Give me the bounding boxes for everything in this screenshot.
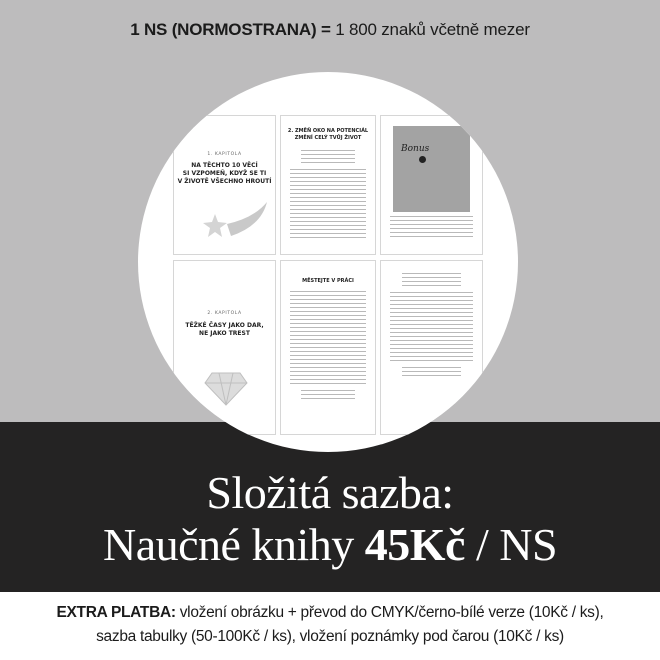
page-heading-2: SI VZPOMEŇ, KDYŽ SE TI [182, 170, 267, 177]
page-heading-2: ZMĚNÍ CELÝ TVŮJ ŽIVOT [294, 135, 362, 141]
page-heading-1: NA TĚCHTO 10 VĚCÍ [191, 162, 258, 169]
shooting-star-illustration [199, 196, 269, 246]
book-page-2 [280, 115, 376, 255]
extra-payment-area [0, 592, 660, 660]
book-pages-preview [138, 72, 518, 452]
body-text [390, 216, 473, 240]
extra-payment-line-2: sazba tabulky (50-100Kč / ks), vložení poznámky pod čarou (10Kč / ks) [96, 628, 564, 645]
page-heading-1: MĚSTEJTE V PRÁCI [302, 278, 354, 284]
chapter-label: 2. KAPITOLA [207, 311, 242, 316]
body-text [290, 150, 366, 241]
page-heading-1: TĚŽKÉ ČASY JAKO DAR, [185, 322, 264, 329]
title-line-2 [0, 520, 660, 570]
body-text [290, 291, 366, 402]
page-heading-1: 2. ZMĚŇ OKO NA POTENCIÁL [287, 128, 369, 134]
extra-payment-text-1: vložení obrázku + převod do CMYK/černo-bílé verze (10Kč / ks), [175, 604, 604, 621]
book-page-4 [173, 260, 276, 435]
ns-definition-bold: 1 NS (NORMOSTRANA) = [130, 20, 331, 39]
page-heading-3: V ŽIVOTĚ VŠECHNO HROUTÍ [177, 178, 272, 185]
title-unit: / NS [464, 519, 558, 570]
bonus-photo [393, 126, 470, 212]
extra-payment-line-1 [0, 604, 660, 622]
body-text [390, 273, 473, 379]
book-page-6 [380, 260, 483, 435]
extra-payment-label: EXTRA PLATBA: [56, 604, 176, 621]
title-price: 45Kč [364, 519, 465, 570]
diamond-icon [204, 371, 248, 407]
normostrana-definition [0, 20, 660, 40]
page-heading-2: NE JAKO TREST [199, 330, 250, 337]
ns-definition-rest: 1 800 znaků včetně mezer [330, 20, 530, 39]
chapter-label: 1. KAPITOLA [207, 152, 242, 157]
book-page-5 [280, 260, 376, 435]
book-page-3 [380, 115, 483, 255]
bonus-dot-icon [419, 156, 426, 163]
title-line-1: Složitá sazba: [206, 467, 454, 518]
bonus-script: Bonus [401, 144, 430, 154]
title-category: Naučné knihy [102, 519, 365, 570]
book-page-1 [173, 115, 276, 255]
